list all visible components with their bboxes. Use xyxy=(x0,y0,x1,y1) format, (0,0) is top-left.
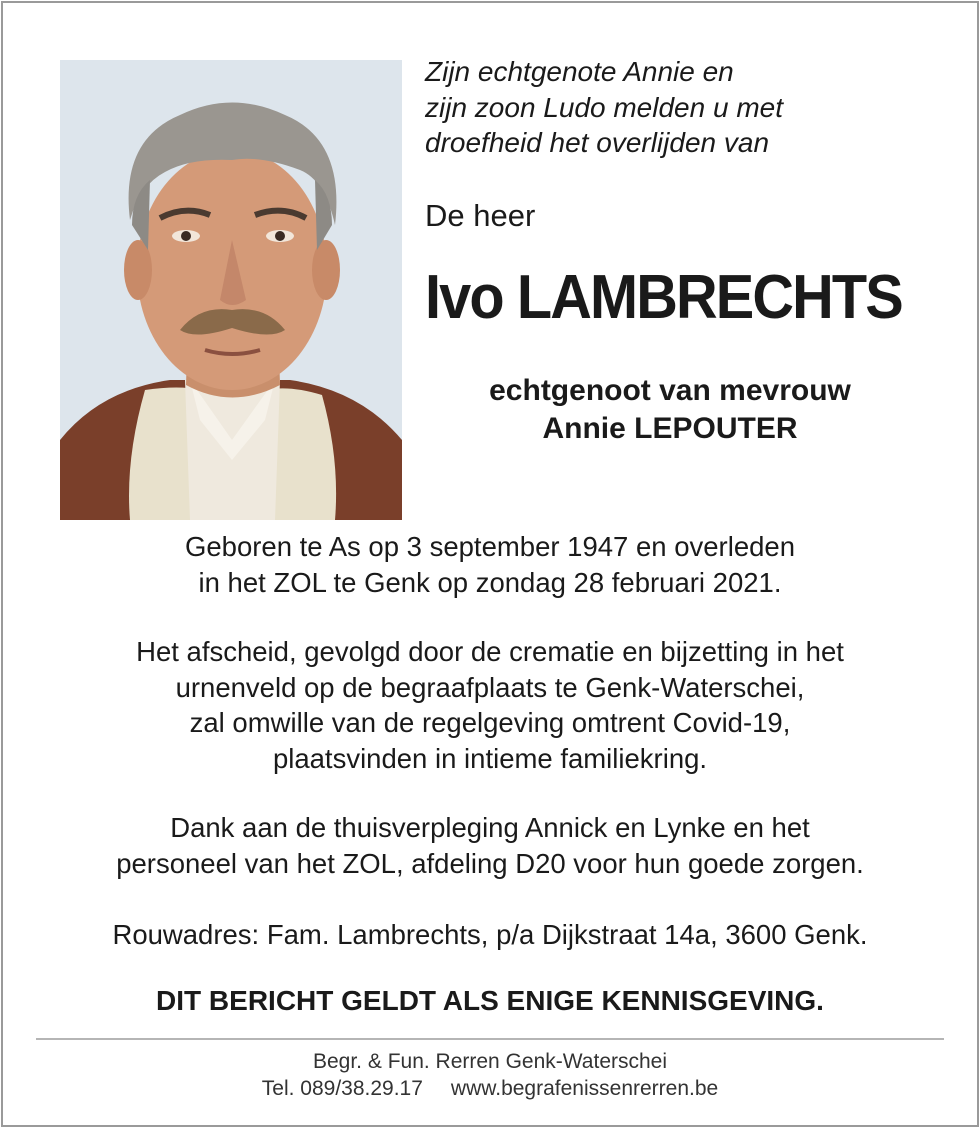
deceased-name: Ivo LAMBRECHTS xyxy=(425,263,902,332)
mourning-address: Rouwadres: Fam. Lambrechts, p/a Dijkstraat 14a, 3600 Genk. xyxy=(112,919,868,950)
website-link[interactable]: www.begrafenissenrerren.be xyxy=(450,1077,719,1100)
intro-text xyxy=(425,54,945,161)
official-notice: DIT BERICHT GELDT ALS ENIGE KENNISGEVING. xyxy=(156,985,824,1016)
farewell-line: urnenveld op de begraafplaats te Genk-Waterschei, xyxy=(175,671,805,703)
phone-number: Tel. 089/38.29.17 xyxy=(261,1077,423,1100)
birth-line-2: in het ZOL te Genk op zondag 28 februari 2021. xyxy=(198,566,782,598)
funeral-home-name: Begr. & Fun. Rerren Genk-Waterschei xyxy=(312,1050,668,1073)
farewell-paragraph xyxy=(0,634,980,776)
intro-line: zijn zoon Ludo melden u met xyxy=(425,91,783,123)
portrait-photo xyxy=(60,60,402,520)
farewell-line: zal omwille van de regelgeving omtrent Covid-19, xyxy=(189,707,791,738)
thanks-line: personeel van het ZOL, afdeling D20 voor hun goede zorgen. xyxy=(116,847,864,879)
thanks-line: Dank aan de thuisverpleging Annick en Lynke en het xyxy=(170,812,810,843)
funeral-home-footer xyxy=(0,1048,980,1102)
farewell-line: Het afscheid, gevolgd door de crematie en bijzetting in het xyxy=(136,636,844,667)
spouse-line-1: echtgenoot van mevrouw xyxy=(489,374,851,407)
spouse-line-2: Annie LEPOUTER xyxy=(542,412,798,445)
honorific: De heer xyxy=(425,198,536,233)
birth-line-1: Geboren te As op 3 september 1947 en overleden xyxy=(184,531,795,562)
intro-line: droefheid het overlijden van xyxy=(425,127,770,158)
thanks-paragraph xyxy=(0,810,980,881)
address-paragraph xyxy=(0,917,980,953)
farewell-line: plaatsvinden in intieme familiekring. xyxy=(272,742,708,774)
birth-death-paragraph xyxy=(0,529,980,600)
footer-divider xyxy=(36,1038,944,1040)
contact-line xyxy=(0,1075,980,1102)
spouse-block xyxy=(420,372,920,448)
intro-line: Zijn echtgenote Annie en xyxy=(425,56,734,87)
